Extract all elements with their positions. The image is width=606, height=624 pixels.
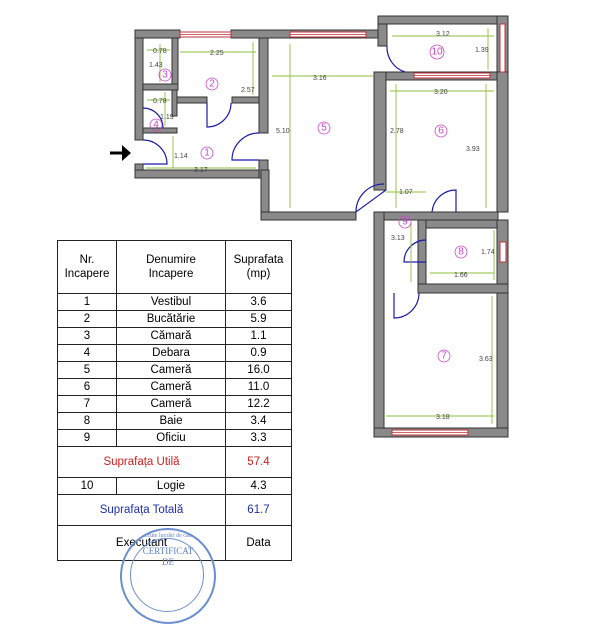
table-row: 1 Vestibul 3.6 <box>58 294 292 311</box>
stamp-line1: CERTIFICAT <box>142 546 194 556</box>
entrance-arrow-icon <box>110 145 131 161</box>
wall-room6-bottom <box>374 212 498 220</box>
wall-left-upper <box>135 30 143 140</box>
door-entrance <box>143 140 167 164</box>
wall-room5-bottom <box>261 212 356 220</box>
room-marker-8 <box>455 246 467 258</box>
svg-text:4: 4 <box>153 119 159 131</box>
room-marker-5 <box>318 122 330 134</box>
executant-label: Executant <box>58 526 226 561</box>
total-area-row <box>58 495 292 526</box>
svg-text:6: 6 <box>438 125 444 137</box>
wall-bath-top <box>426 220 506 228</box>
svg-text:5: 5 <box>321 122 327 134</box>
door-room5 <box>232 133 259 160</box>
wall-bath-bottom <box>418 284 508 293</box>
wall-room6-left <box>374 72 386 190</box>
table-row: 8 Baie 3.4 <box>58 413 292 430</box>
room-marker-1 <box>201 147 213 159</box>
wall-right-mid <box>497 72 508 212</box>
table-row: 7 Cameră 12.2 <box>58 396 292 413</box>
wall-room5-left <box>259 38 268 133</box>
wall-top-left <box>135 30 180 38</box>
dim-hall-width: 1.07 <box>399 189 413 196</box>
dim-room6-height-left: 2.78 <box>390 128 404 135</box>
useful-area-row <box>58 447 292 478</box>
useful-area-label: Suprafața Utilă <box>58 447 226 478</box>
stamp-line2: DE <box>162 557 174 567</box>
dim-logia-height: 1.39 <box>475 47 489 54</box>
door-room6 <box>432 190 456 212</box>
header-nr: Nr. Incapere <box>58 241 117 294</box>
wall-bath-left <box>418 220 426 290</box>
svg-text:2: 2 <box>209 78 215 90</box>
total-area-label: Suprafața Totală <box>58 495 226 526</box>
dim-room7-width: 3.18 <box>436 414 450 421</box>
svg-text:3: 3 <box>162 69 168 81</box>
dim-pantry-height: 1.43 <box>149 62 163 69</box>
room-marker-3 <box>159 69 171 81</box>
svg-text:9: 9 <box>402 216 408 228</box>
useful-area-value: 57.4 <box>226 447 292 478</box>
room-marker-6 <box>435 125 447 137</box>
wall-lower-left <box>374 212 384 437</box>
room-marker-9 <box>399 216 411 228</box>
wall-storage-bottom <box>143 128 177 133</box>
wall-pantry-bottom <box>143 84 178 90</box>
door-logia <box>387 46 405 72</box>
svg-text:10: 10 <box>431 46 443 58</box>
dim-room6-height-right: 3.93 <box>466 146 480 153</box>
dim-kitchen-width: 2.25 <box>210 50 224 57</box>
room-marker-2 <box>206 78 218 90</box>
svg-text:8: 8 <box>458 246 464 258</box>
dim-pantry-width: 0.78 <box>153 48 167 55</box>
window-logia <box>500 24 505 72</box>
dim-bath-width: 1.66 <box>454 272 468 279</box>
door-kitchen <box>207 103 231 127</box>
dim-logia-width: 3.12 <box>436 31 450 38</box>
table-header-row <box>58 241 292 294</box>
svg-text:1: 1 <box>204 147 210 159</box>
dim-kitchen-height: 2.57 <box>241 87 255 94</box>
dim-room7-height: 3.63 <box>479 356 493 363</box>
dim-vestibule-height: 1.14 <box>174 153 188 160</box>
dim-bath-height: 1.74 <box>481 249 495 256</box>
room-marker-10 <box>430 45 444 59</box>
date-label: Data <box>226 526 292 561</box>
svg-text:7: 7 <box>441 350 447 362</box>
dim-storage-width: 0.78 <box>153 98 167 105</box>
dim-room6-width: 3.20 <box>434 89 448 96</box>
header-area: Suprafata (mp) <box>226 241 292 294</box>
table-row: 6 Cameră 11.0 <box>58 379 292 396</box>
dim-room5-width: 3.16 <box>313 75 327 82</box>
wall-kitchen-bottom <box>177 97 207 103</box>
table-row: 4 Debara 0.9 <box>58 345 292 362</box>
total-area-value: 61.7 <box>226 495 292 526</box>
dim-storage-height: 1.19 <box>160 114 174 121</box>
logia-row: 10 Logie 4.3 <box>58 478 292 495</box>
table-row: 5 Cameră 16.0 <box>58 362 292 379</box>
table-row: 2 Bucătărie 5.9 <box>58 311 292 328</box>
room-marker-4 <box>150 119 162 131</box>
dim-hall-height: 3.13 <box>391 235 405 242</box>
window-bath <box>500 242 506 262</box>
certification-stamp <box>120 528 216 624</box>
wall-pantry <box>172 38 178 90</box>
header-name: Denumire Incapere <box>117 241 226 294</box>
room-area-table <box>57 240 292 561</box>
door-room7 <box>394 293 419 318</box>
wall-top-right <box>378 16 508 24</box>
room-marker-7 <box>438 350 450 362</box>
stamp-arc-text: să execute lucrări de cadastru <box>132 533 204 539</box>
dim-room5-height: 5.10 <box>276 128 290 135</box>
dim-vestibule-width: 3.17 <box>194 167 208 174</box>
table-row: 9 Oficiu 3.3 <box>58 430 292 447</box>
wall-storage <box>172 90 177 116</box>
table-row: 3 Cămară 1.1 <box>58 328 292 345</box>
